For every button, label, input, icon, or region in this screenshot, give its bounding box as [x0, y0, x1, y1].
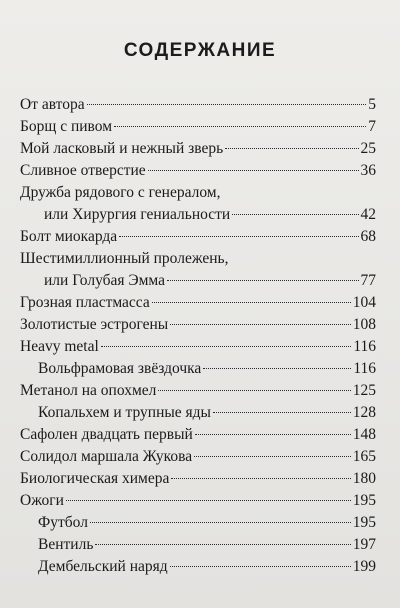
dot-leader: [225, 147, 358, 149]
toc-entry-title: Биологическая химера: [20, 470, 170, 487]
toc-entry-subtitle: или Голубая Эмма: [44, 272, 166, 289]
toc-page-number: 7: [368, 118, 376, 135]
toc-entry: [20, 336, 376, 358]
toc-entry: [20, 270, 376, 292]
dot-leader: [95, 543, 350, 545]
dot-leader: [171, 477, 350, 479]
toc-entry: [20, 380, 376, 402]
toc-entry: [20, 204, 376, 226]
toc-page-number: 36: [360, 162, 376, 179]
dot-leader: [194, 455, 351, 457]
toc-entry: [20, 424, 376, 446]
toc-entry-first-line: [20, 248, 376, 270]
page-title: СОДЕРЖАНИЕ: [123, 40, 277, 61]
toc-page-number: 165: [352, 448, 376, 465]
toc-entry: [20, 116, 376, 138]
toc-page-number: 125: [352, 382, 376, 399]
toc-entry: [20, 468, 376, 490]
toc-entry-title: Золотистые эстрогены: [20, 316, 169, 333]
toc-page-number: 77: [360, 272, 376, 289]
toc-subentry: [20, 402, 376, 424]
toc-entry-title: Дружба рядового с генералом,: [20, 184, 221, 201]
toc-entry-title: Грозная пластмасса: [20, 294, 150, 311]
toc-page-number: 5: [368, 96, 376, 113]
toc-entry-subtitle: или Хирургия гениальности: [44, 206, 231, 223]
toc-entry: [20, 292, 376, 314]
toc-page-number: 195: [352, 492, 376, 509]
dot-leader: [114, 125, 366, 127]
toc-entry-title: Солидол маршала Жукова: [20, 448, 193, 465]
dot-leader: [66, 499, 351, 501]
toc-entry-title: Сливное отверстие: [20, 162, 146, 179]
toc-subentry: [20, 534, 376, 556]
toc-page-number: 180: [352, 470, 376, 487]
toc-page-number: 68: [360, 228, 376, 245]
toc-entry: [20, 490, 376, 512]
toc-subentry: [20, 556, 376, 578]
toc-subentry: [20, 358, 376, 380]
table-of-contents: [20, 94, 376, 578]
dot-leader: [119, 235, 358, 237]
toc-entry-title: Метанол на опохмел: [20, 382, 157, 399]
dot-leader: [203, 367, 351, 369]
toc-entry: [20, 314, 376, 336]
toc-entry-title: Болт миокарда: [20, 228, 118, 245]
toc-entry-title: Копальхем и трупные яды: [38, 404, 211, 421]
dot-leader: [170, 565, 351, 567]
toc-entry: [20, 160, 376, 182]
toc-page-number: 195: [352, 514, 376, 531]
toc-entry-title: Борщ с пивом: [20, 118, 113, 135]
toc-entry: [20, 94, 376, 116]
toc-entry-title: Шестимиллионный пролежень,: [20, 250, 229, 267]
toc-entry-title: Вентиль: [38, 536, 94, 553]
dot-leader: [195, 433, 351, 435]
dot-leader: [170, 323, 351, 325]
toc-page-number: 116: [353, 338, 376, 355]
dot-leader: [152, 301, 351, 303]
toc-entry-title: Сафолен двадцать первый: [20, 426, 193, 443]
dot-leader: [87, 103, 367, 105]
toc-entry-title: От автора: [20, 96, 85, 113]
toc-entry: [20, 446, 376, 468]
toc-page-number: 116: [353, 360, 376, 377]
toc-subentry: [20, 512, 376, 534]
dot-leader: [213, 411, 351, 413]
toc-entry-first-line: [20, 182, 376, 204]
toc-entry-title: Дембельский наряд: [38, 558, 168, 575]
toc-page-number: 104: [352, 294, 376, 311]
dot-leader: [232, 213, 358, 215]
toc-page-number: 148: [352, 426, 376, 443]
dot-leader: [148, 169, 359, 171]
toc-page-number: 199: [352, 558, 376, 575]
toc-entry-title: Футбол: [38, 514, 88, 531]
dot-leader: [167, 279, 358, 281]
toc-page-number: 25: [360, 140, 376, 157]
toc-entry-title: Ожоги: [20, 492, 64, 509]
dot-leader: [101, 345, 352, 347]
toc-entry: [20, 138, 376, 160]
dot-leader: [158, 389, 350, 391]
toc-entry: [20, 226, 376, 248]
dot-leader: [90, 521, 351, 523]
toc-page-number: 42: [360, 206, 376, 223]
toc-page-number: 128: [352, 404, 376, 421]
toc-page-number: 108: [352, 316, 376, 333]
toc-entry-title: Вольфрамовая звёздочка: [38, 360, 202, 377]
toc-page-number: 197: [352, 536, 376, 553]
toc-entry-title: Мой ласковый и нежный зверь: [20, 140, 224, 157]
toc-entry-title: Heavy metal: [20, 338, 99, 355]
